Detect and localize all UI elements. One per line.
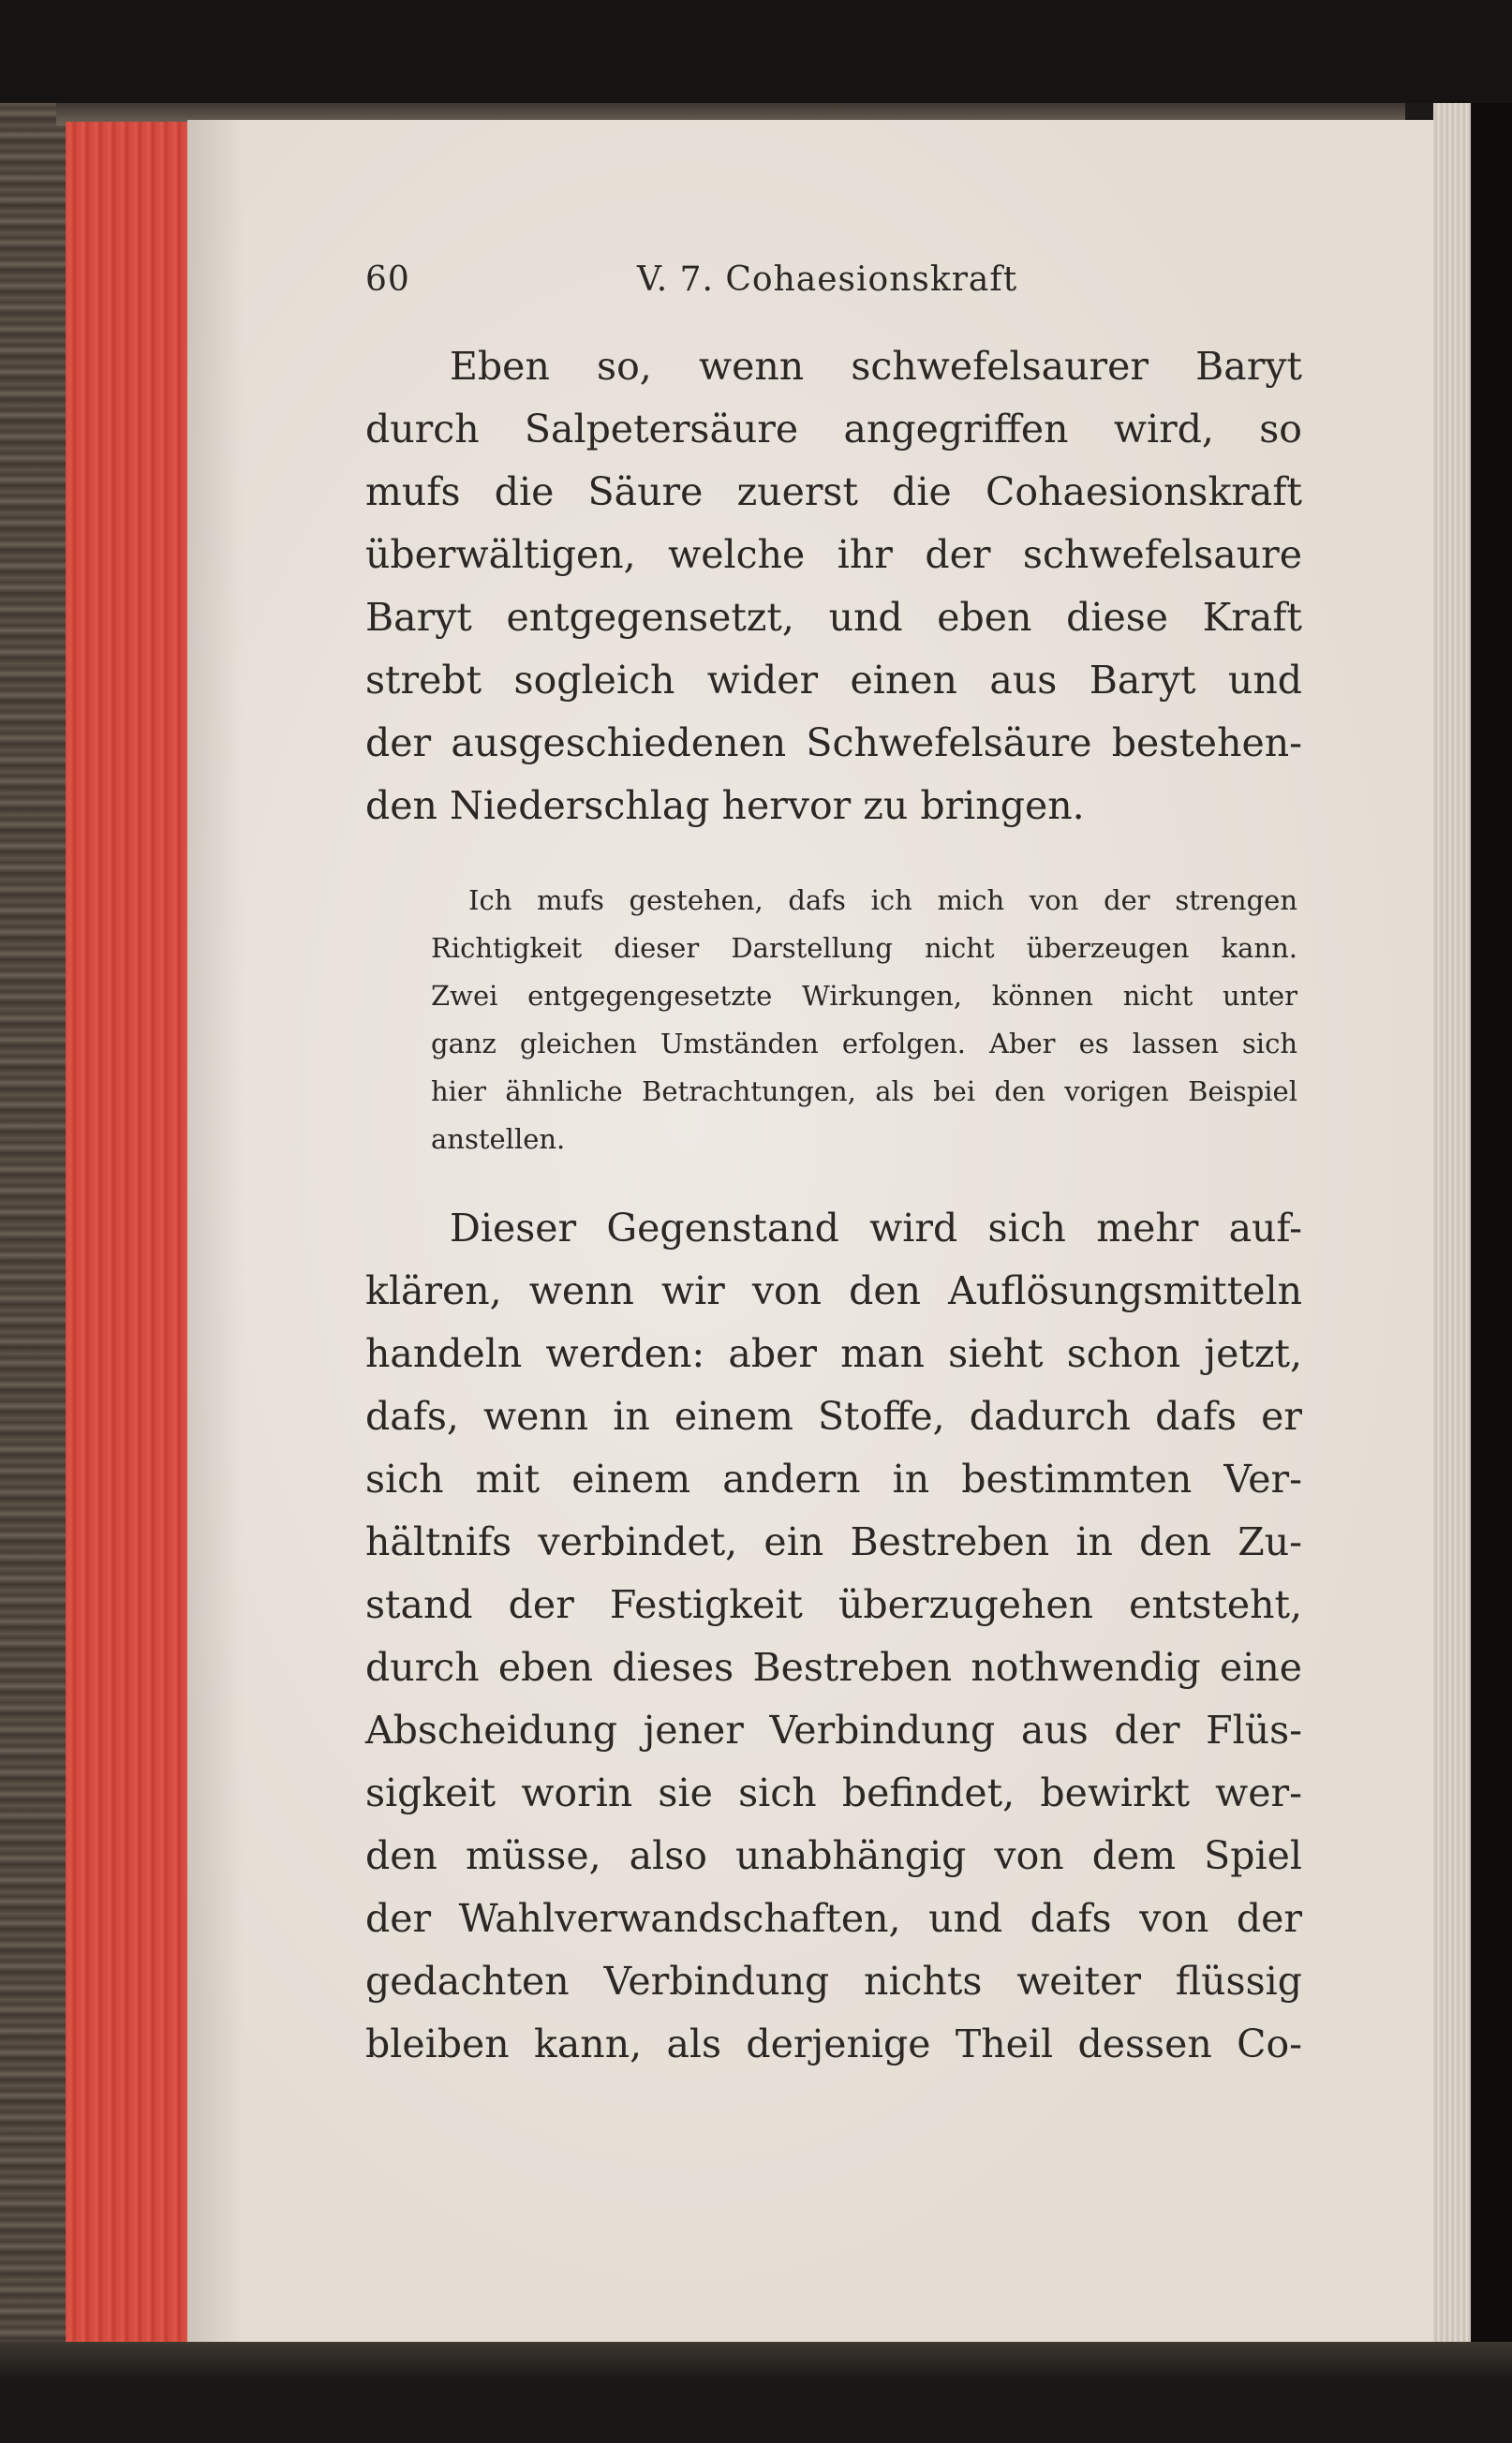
- background-top: [0, 0, 1512, 103]
- page-number: 60: [365, 260, 410, 299]
- background-bottom: [0, 2342, 1512, 2443]
- text-line: stand der Festigkeit überzugehen entsteht,: [365, 1582, 1302, 1627]
- text-line: den Niederschlag hervor zu bringen.: [365, 783, 1085, 828]
- text-line: strebt sogleich wider einen aus Baryt und: [365, 658, 1302, 703]
- text-line: Dieser Gegenstand wird sich mehr auf-: [450, 1206, 1302, 1251]
- red-page-edge: [66, 122, 200, 2342]
- note-line: Zwei entgegengesetzte Wirkungen, können nicht unter: [431, 980, 1297, 1012]
- text-line: dafs, wenn in einem Stoffe, dadurch dafs er: [365, 1394, 1302, 1439]
- text-line: handeln werden: aber man sieht schon jetzt,: [365, 1331, 1302, 1376]
- running-head: [365, 253, 1302, 313]
- text-line: Abscheidung jener Verbindung aus der Flüs-: [365, 1708, 1302, 1753]
- note-line: Richtigkeit dieser Darstellung nicht überzeugen kann.: [431, 932, 1297, 964]
- text-line: Eben so, wenn schwefelsaurer Baryt: [450, 344, 1302, 389]
- running-head-title: V. 7. Cohaesionskraft: [637, 260, 1018, 299]
- note-line: ganz gleichen Umständen erfolgen. Aber es lassen sich: [431, 1028, 1297, 1059]
- text-line: der ausgeschiedenen Schwefelsäure bestehen-: [365, 720, 1302, 765]
- note-line: Ich mufs gestehen, dafs ich mich von der strengen: [468, 884, 1297, 916]
- text-line: Baryt entgegensetzt, und eben diese Kraft: [365, 595, 1302, 640]
- text-line: hältnifs verbindet, ein Bestreben in den Zu-: [365, 1519, 1302, 1564]
- text-line: durch eben dieses Bestreben nothwendig eine: [365, 1645, 1302, 1690]
- page-text: [365, 253, 1302, 2076]
- text-line: sich mit einem andern in bestimmten Ver-: [365, 1457, 1302, 1502]
- page-stack-edge: [1433, 103, 1471, 2351]
- footnote: [365, 877, 1302, 1163]
- paragraph-1: [365, 335, 1302, 837]
- text-line: klären, wenn wir von den Auflösungsmitteln: [365, 1268, 1302, 1313]
- text-line: der Wahlverwandschaften, und dafs von der: [365, 1896, 1302, 1941]
- note-line: anstellen.: [431, 1123, 566, 1155]
- text-line: durch Salpetersäure angegriffen wird, so: [365, 407, 1302, 452]
- text-line: gedachten Verbindung nichts weiter flüssig: [365, 1959, 1302, 2004]
- text-line: mufs die Säure zuerst die Cohaesionskraft: [365, 469, 1302, 514]
- text-line: sigkeit worin sie sich befindet, bewirkt wer-: [365, 1770, 1302, 1815]
- background-right: [1471, 103, 1512, 2443]
- text-line: den müsse, also unabhängig von dem Spiel: [365, 1833, 1302, 1878]
- text-line: überwältigen, welche ihr der schwefelsaure: [365, 532, 1302, 577]
- paragraph-2: [365, 1197, 1302, 2076]
- text-line: bleiben kann, als derjenige Theil dessen Co-: [365, 2021, 1302, 2066]
- note-line: hier ähnliche Betrachtungen, als bei den vorigen Beispiel: [431, 1075, 1297, 1107]
